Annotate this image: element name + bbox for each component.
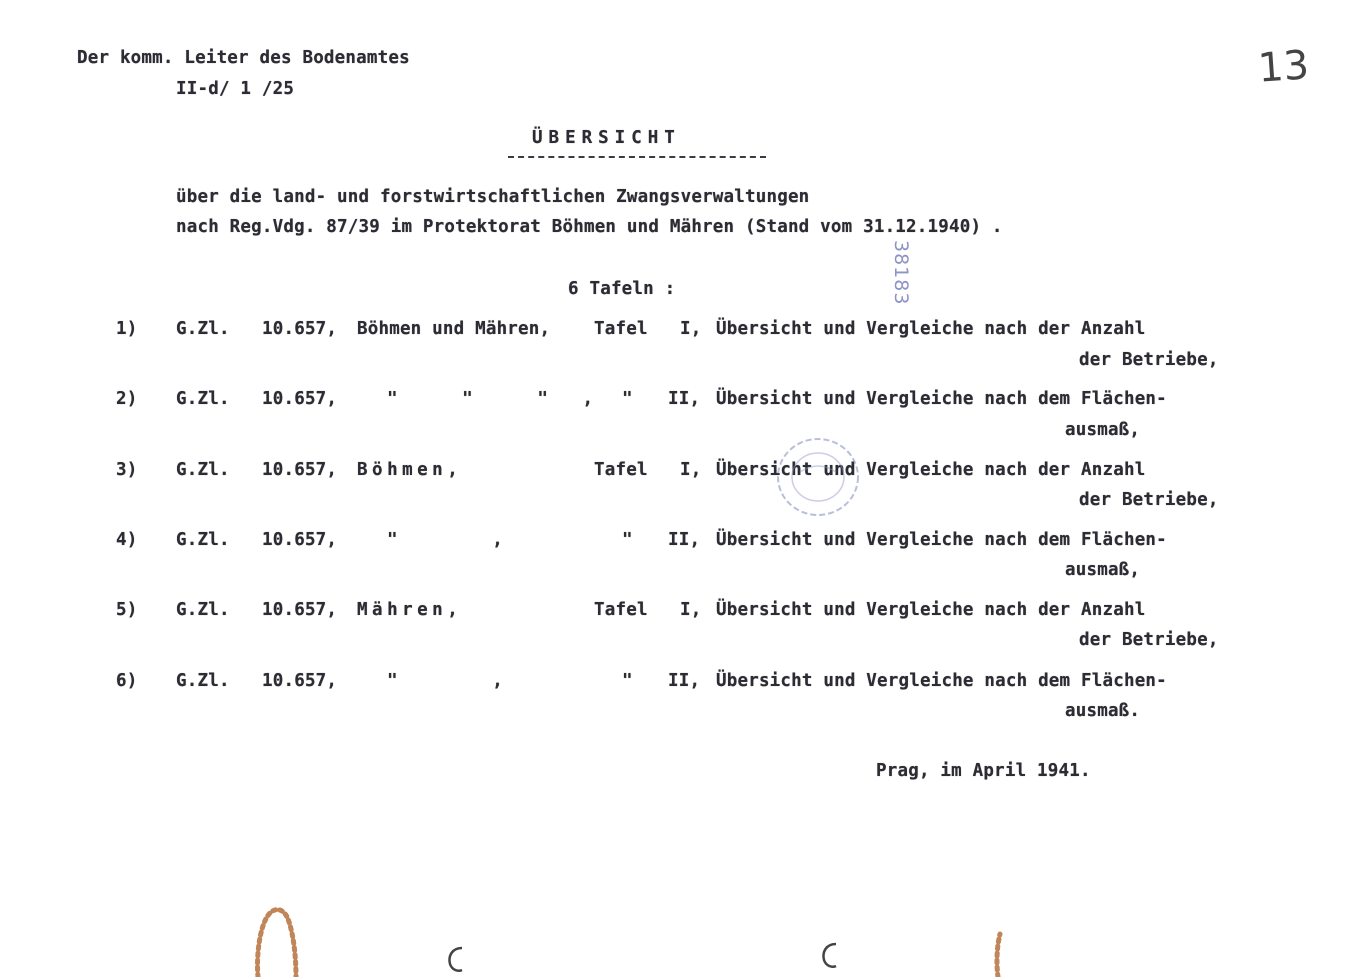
item-description: Übersicht und Vergleiche nach der Anzahl [716, 460, 1146, 480]
item-description-cont: der Betriebe, [1079, 490, 1219, 510]
item-roman: II, [668, 671, 701, 691]
item-reference: 10.657, [262, 671, 338, 691]
item-gz: G.Zl. [176, 319, 230, 339]
item-description-cont: der Betriebe, [1079, 630, 1219, 650]
place-and-date: Prag, im April 1941. [876, 761, 1091, 781]
item-number: 3) [116, 460, 138, 480]
handwritten-page-number: 13 [1256, 42, 1311, 92]
item-region: Mähren, [357, 600, 463, 620]
punch-hole-mark-icon [818, 940, 840, 970]
item-tafel: " [622, 671, 633, 691]
staple-rust-mark-icon [990, 928, 1010, 977]
item-roman: I, [680, 600, 702, 620]
item-roman: II, [668, 530, 701, 550]
item-tafel: " [622, 389, 633, 409]
item-region: " , [387, 530, 508, 550]
item-description-cont: ausmaß, [1065, 560, 1141, 580]
item-number: 2) [116, 389, 138, 409]
subtitle-line-1: über die land- und forstwirtschaftlichen Zwangsverwaltungen [176, 187, 810, 207]
item-gz: G.Zl. [176, 671, 230, 691]
item-region: Böhmen und Mähren, [357, 319, 551, 339]
item-region: Böhmen, [357, 460, 463, 480]
item-gz: G.Zl. [176, 530, 230, 550]
item-roman: I, [680, 319, 702, 339]
item-region: " , [387, 671, 508, 691]
archive-stamp-number: 38183 [890, 240, 912, 306]
item-roman: II, [668, 389, 701, 409]
staple-rust-mark-icon [250, 905, 306, 977]
item-description: Übersicht und Vergleiche nach der Anzahl [716, 600, 1146, 620]
item-description: Übersicht und Vergleiche nach dem Flächen- [716, 389, 1167, 409]
item-tafel: Tafel [594, 600, 648, 620]
item-number: 4) [116, 530, 138, 550]
header-reference: II-d/ 1 /25 [176, 79, 295, 99]
item-number: 6) [116, 671, 138, 691]
item-gz: G.Zl. [176, 460, 230, 480]
item-tafel: " [622, 530, 633, 550]
tables-count-label: 6 Tafeln : [568, 279, 676, 299]
item-gz: G.Zl. [176, 600, 230, 620]
header-office: Der komm. Leiter des Bodenamtes [77, 48, 410, 68]
subtitle-line-2: nach Reg.Vdg. 87/39 im Protektorat Böhmen und Mähren (Stand vom 31.12.1940) . [176, 217, 1003, 237]
item-reference: 10.657, [262, 600, 338, 620]
item-tafel: Tafel [594, 319, 648, 339]
punch-hole-mark-icon [444, 944, 466, 974]
item-description-cont: ausmaß, [1065, 420, 1141, 440]
item-description-cont: ausmaß. [1065, 701, 1141, 721]
item-description: Übersicht und Vergleiche nach dem Flächen- [716, 671, 1167, 691]
item-description: Übersicht und Vergleiche nach der Anzahl [716, 319, 1146, 339]
item-number: 1) [116, 319, 138, 339]
item-number: 5) [116, 600, 138, 620]
item-reference: 10.657, [262, 319, 338, 339]
item-tafel: Tafel [594, 460, 648, 480]
item-roman: I, [680, 460, 702, 480]
item-region: " " " , [387, 389, 598, 409]
item-reference: 10.657, [262, 389, 338, 409]
item-description-cont: der Betriebe, [1079, 350, 1219, 370]
title-underline [508, 156, 766, 158]
document-title: ÜBERSICHT [532, 128, 681, 148]
item-description: Übersicht und Vergleiche nach dem Flächen- [716, 530, 1167, 550]
item-gz: G.Zl. [176, 389, 230, 409]
item-reference: 10.657, [262, 530, 338, 550]
item-reference: 10.657, [262, 460, 338, 480]
archive-seal-icon [770, 432, 866, 522]
